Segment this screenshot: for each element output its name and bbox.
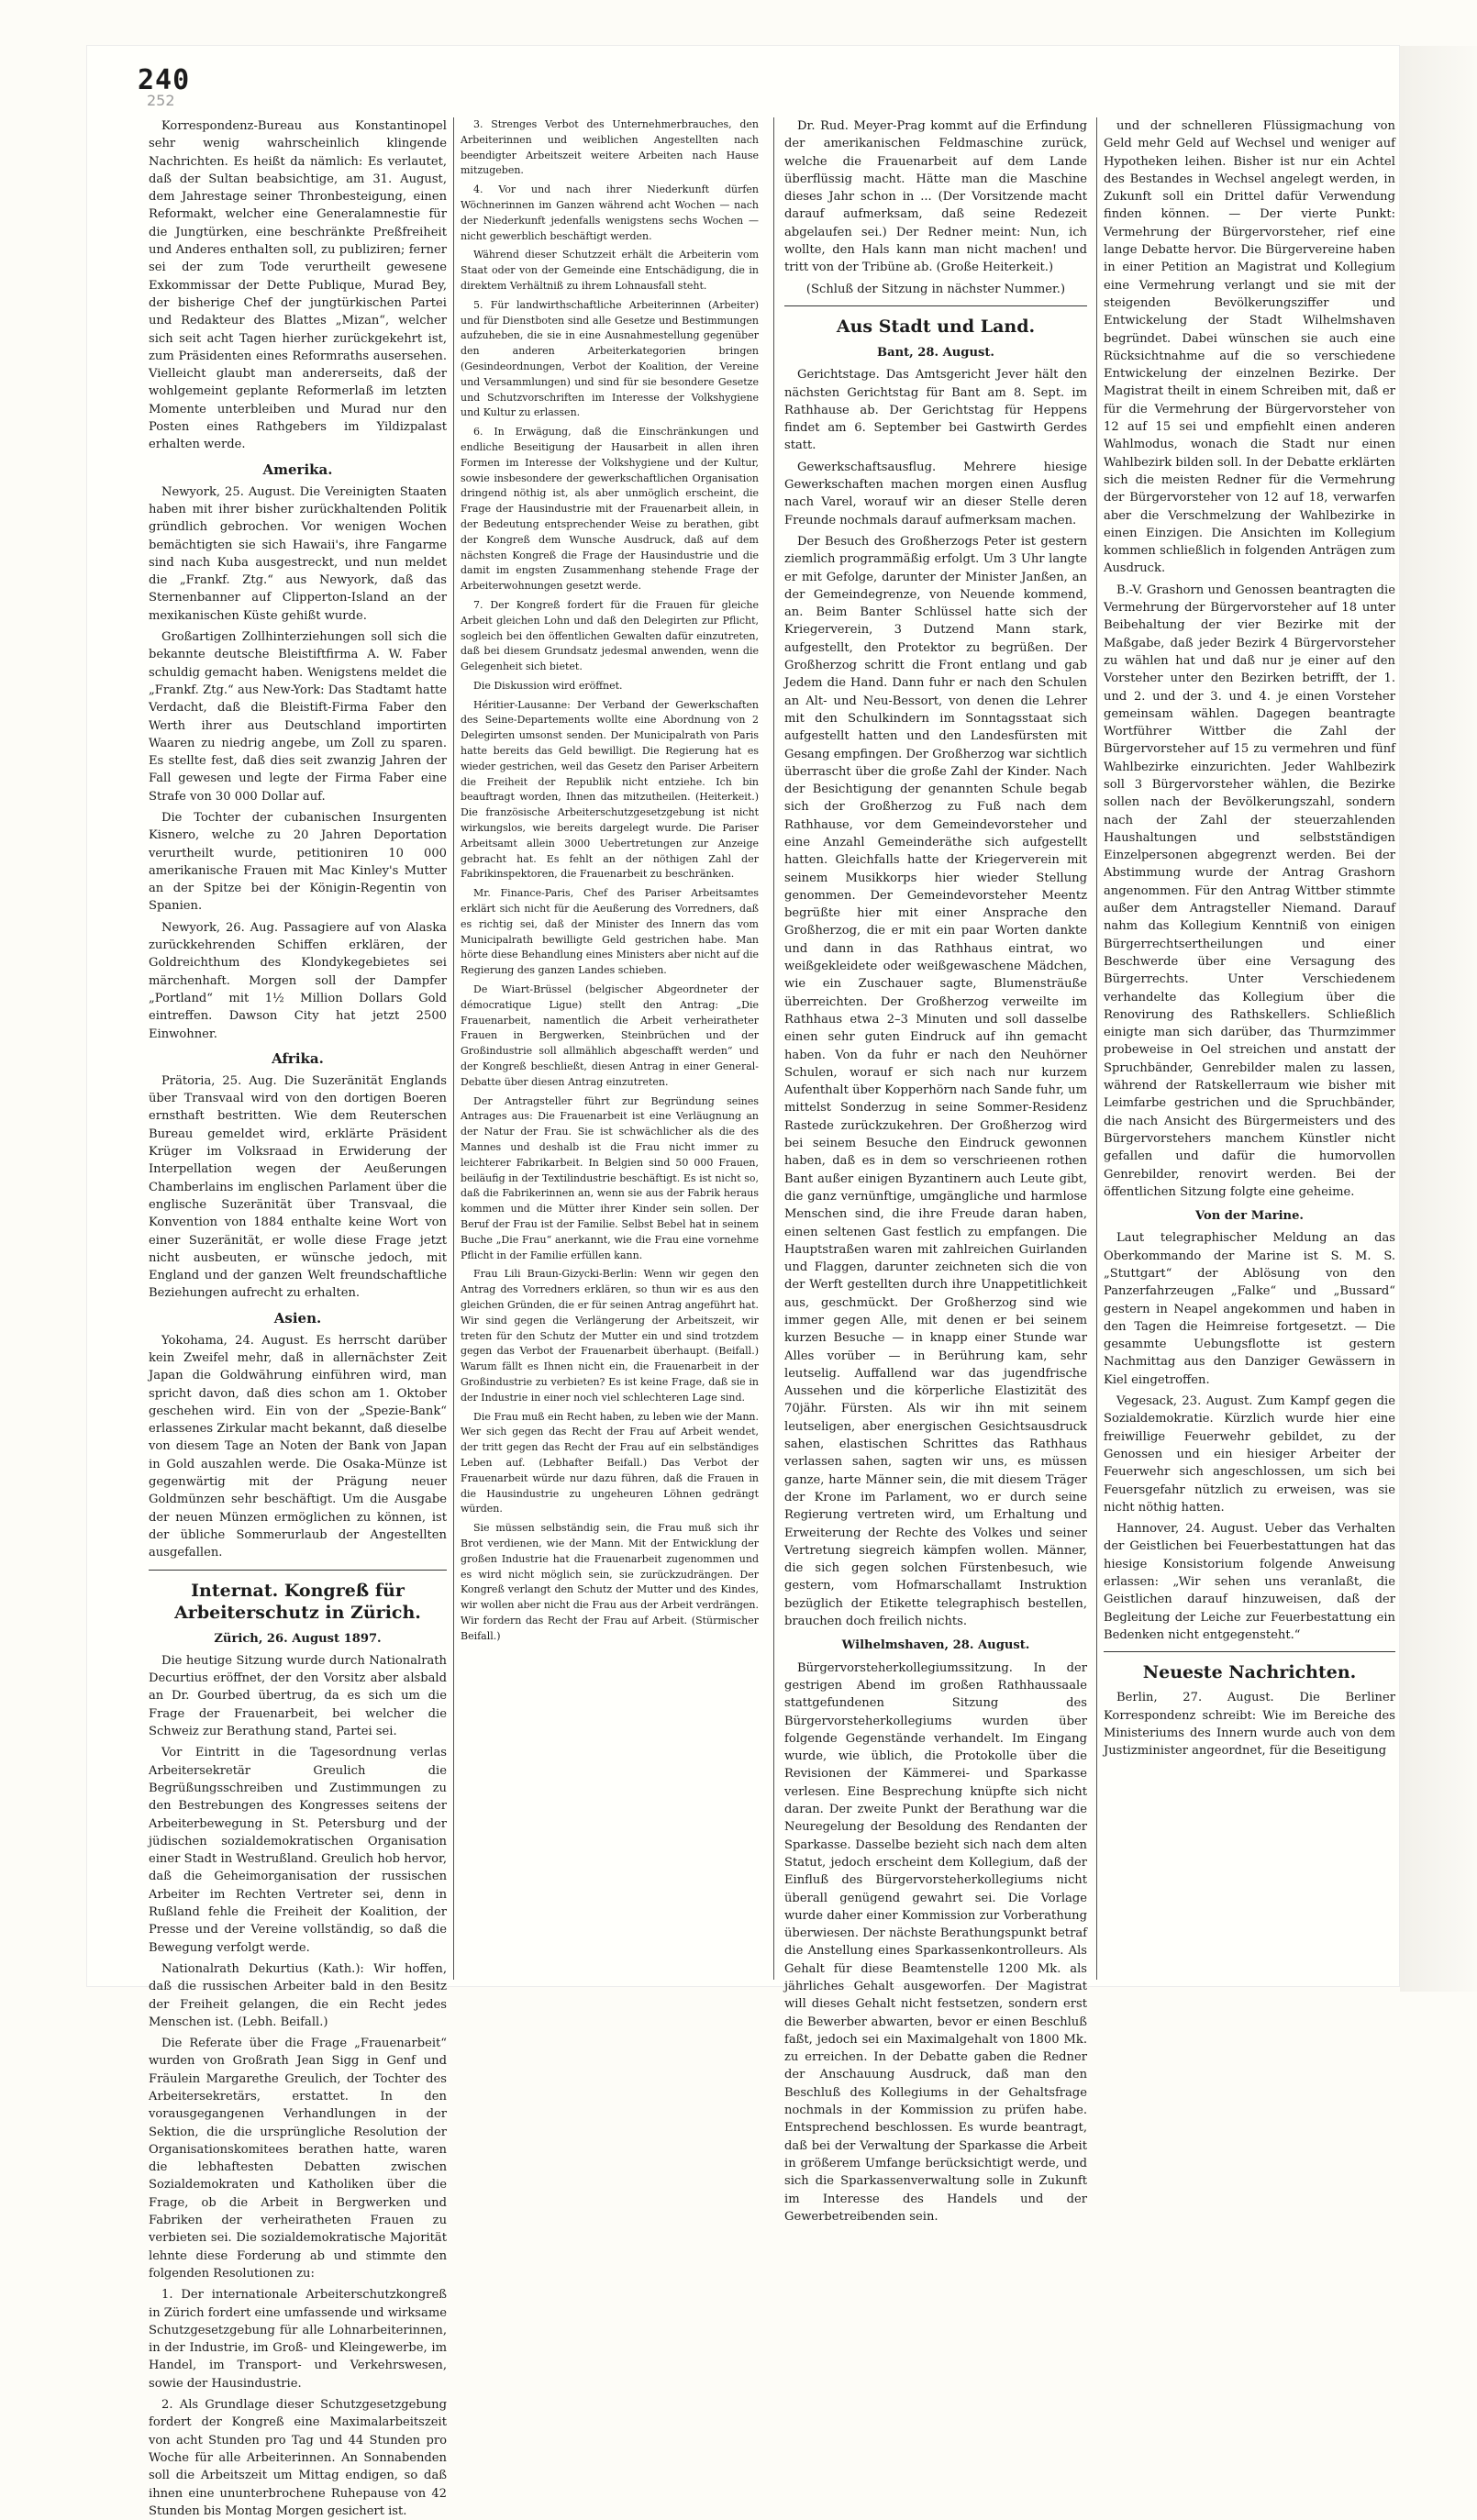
article-paragraph: Mr. Finance-Paris, Chef des Pariser Arbeitsamtes erklärt sich nicht für die Aeußerung des Vorredners, daß es richtig sei, daß der Minister des Innern das vom Municipalrath bewilligte Geld gestrichen habe. Man hörte diese Behandlung eines Ministers aber nicht auf die Regierung des ganzen Landes schieben. — [461, 887, 759, 977]
article-paragraph: Vor Eintritt in die Tagesordnung verlas Arbeitersekretär Greulich die Begrüßungsschreiben und Zustimmungen zu den Bestrebungen des Kongresses seitens der Arbeiterbewegung in St. Petersburg und der jüdischen sozialdemokratischen Organisation einer Stadt in Westrußland. Greulich hob hervor, daß die Geheimorganisation der russischen Arbeiter im Rechten Vertreter sei, denn in Rußland fehle die Freiheit der Koalition, der Presse und der Vereine vollständig, so daß die Bewegung verfolgt werde. — [149, 1746, 447, 1955]
section-heading-neueste-nachrichten: Neueste Nachrichten. — [1142, 1662, 1357, 1683]
article-paragraph: Während dieser Schutzzeit erhält die Arbeiterin vom Staat oder von der Gemeinde eine Entschädigung, die in direktem Verhältniß zu ihrem Lohnausfall steht. — [461, 249, 759, 292]
article-paragraph: Dr. Rud. Meyer-Prag kommt auf die Erfindung der amerikanischen Feldmaschine zurück, welche die Frauenarbeit auf dem Lande überflüssig macht. Hätte man die Maschine dieses Jahr schon in ... (Der Vorsitzende macht darauf aufmerksam, daß seine Redezeit abgelaufen sei.) Der Redner meint: Nun, ich wollte, den Hals kann man nicht machen! und tritt von der Tribüne ab. (Große Heiterkeit.) — [784, 119, 1087, 275]
article-paragraph: Bürgervorsteherkollegiumssitzung. In der gestrigen Abend im großen Rathhaussaale stattgefundenen Sitzung des Bürgervorsteherkollegiums wurden über folgende Gegenstände verhandelt. Im Eingang wurde, wie üblich, die Protokolle über die Revisionen der Kämmerei- und Sparkasse verlesen. Eine Besprechung knüpfte sich nicht daran. Der zweite Punkt der Berathung war die Neuregelung der Besoldung des Rendanten der Sparkasse. Dasselbe bezieht sich nach dem alten Statut, jedoch erscheint dem Kollegium, daß der Einfluß des Bürgervorsteherkollegiums nicht überall genügend gewahrt sei. Die Vorlage wurde daher einer Kommission zur Vorberathung überwiesen. Der nächste Berathungspunkt betraf die Anstellung eines Sparkassenkontrolleurs. Als Gehalt für diese Beamtenstelle 1200 Mk. als jährliches Gehalt ausgeworfen. Der Magistrat will dieses Gehalt nicht festsetzen, sondern erst die Bewerber abwarten, bevor er einen Beschluß faßt, jedoch sei ein Maximalgehalt von 1800 Mk. zu erreichen. In der Debatte gaben die Redner der Anschauung Ausdruck, daß man den Beschluß des Kollegiums in der Gehaltsfrage nochmals in der Kommission zu prüfen habe. Entsprechend beschlossen. Es wurde beantragt, daß bei der Verwaltung der Sparkasse die Arbeit in größerem Umfange berücksichtigt werde, und sich die Sparkassenverwaltung solle in Zukunft im Interesse des Handels und der Gewerbetreibenden sein. — [784, 1660, 1087, 2224]
article-paragraph: Der Antragsteller führt zur Begründung seines Antrages aus: Die Frauenarbeit ist eine Verläugnung an der Natur der Frau. Sie ist schwächlicher als die des Mannes und deshalb ist die Frau nicht immer zu leichterer Fabrikarbeit. In Belgien sind 50 000 Frauen, beiläufig in der Textilindustrie beschäftigt. Es ist nicht so, daß die Fabrikerinnen an, wenn sie aus der Fabrik heraus kommen und die Mütter ihrer Kinder sein sollen. Der Beruf der Frau ist der Familie. Selbst Bebel hat in seinem Buche „Die Frau“ anerkannt, wie die Frau eine vornehme Pflicht in der Familie erfüllen kann. — [461, 1094, 759, 1261]
section-divider — [784, 305, 1087, 306]
section-heading-asien: Asien. — [273, 1309, 322, 1327]
article-paragraph: 1. Der internationale Arbeiterschutzkongreß in Zürich fordert eine umfassende und wirksame Schutzgesetzgebung für alle Lohnarbeiterinnen, in der Industrie, im Groß- und Kleingewerbe, im Handel, im Transport- und Verkehrswesen, sowie der Hausindustrie. — [149, 2288, 447, 2391]
article-paragraph: Gerichtstage. Das Amtsgericht Jever hält den nächsten Gerichtstag für Bant am 8. Sept. im Rathhause ab. Der Gerichtstag für Heppens findet am 6. September bei Gastwirth Gerdes statt. — [784, 368, 1087, 453]
article-paragraph: Die Referate über die Frage „Frauenarbeit“ wurden von Großrath Jean Sigg in Genf und Fräulein Margarethe Greulich, der Tochter des Arbeitersekretärs, erstattet. In den vorausgegangenen Verhandlungen in der Sektion, die die ursprüngliche Resolution der Organisationskomitees berathen hatte, waren die lebhaftesten Debatten zwischen Sozialdemokraten und Katholiken über die Frage, ob die Arbeit in Bergwerken und Fabriken der verheiratheten Frauen zu verbieten sei. Die sozialdemokratische Majorität lehnte diese Forderung ab und stimmte den folgenden Resolutionen zu: — [149, 2037, 447, 2281]
article-paragraph: Die heutige Sitzung wurde durch Nationalrath Decurtius eröffnet, der den Vorsitz aber alsbald an Dr. Gourbed übertrug, da es sich um die Frage der Frauenarbeit, bei welcher die Schweiz zur Berathung stand, Partei sei. — [149, 1653, 447, 1739]
article-paragraph: Die Frau muß ein Recht haben, zu leben wie der Mann. Wer sich gegen das Recht der Frau auf Arbeit wendet, der tritt gegen das Recht der Frau auf ein selbständiges Leben auf. (Lebhafter Beifall.) Das Verbot der Frauenarbeit würde nur dazu führen, daß die Frauen in die Hausindustrie zu ungeheuren Löhnen gedrängt würden. — [461, 1410, 759, 1515]
article-paragraph: Laut telegraphischer Meldung an das Oberkommando der Marine ist S. M. S. „Stuttgart“ der Ablösung von den Panzerfahrzeugen „Falke“ und „Bussard“ gestern in Neapel angekommen und haben in den Tagen die Heimreise fortgesetzt. — Die gesammte Uebungsflotte ist gestern Nachmittag aus den Danziger Gewässern in Kiel eingetroffen. — [1104, 1231, 1395, 1387]
article-paragraph: Prätoria, 25. Aug. Die Suzeränität Englands über Transvaal wird von den dortigen Boeren ernsthaft bestritten. Wie dem Reuterschen Bureau gemeldet wird, erklärte Präsident Krüger im Volksraad in Erwiderung der Interpellation wegen der Aeußerungen Chamberlains im englischen Parlament über die englische Suzeränität über Transvaal, die Konvention von 1884 enthalte keine Wort von einer Suzeränität, er wolle diese Frage jetzt nicht ausbeuten, er wünsche jedoch, mit England und der ganzen Welt freundschaftliche Beziehungen aufrecht zu erhalten. — [149, 1073, 447, 1301]
article-paragraph: Der Besuch des Großherzogs Peter ist gestern ziemlich programmäßig erfolgt. Um 3 Uhr langte er mit Gefolge, darunter der Minister Janßen, an der Gemeindegrenze, von Neuende kommend, an. Beim Banter Schlüssel hatte sich der Kriegerverein, 3 Dutzend Mann stark, aufgestellt, den Protektor zu begrüßen. Der Großherzog schritt die Front entlang und gab Jedem die Hand. Dann fuhr er nach den Schulen an Alt- und Neu-Bessort, von denen die Lehrer mit den Schulkindern im Sonntagsstaat sich aufgestellt hatten und den Landesfürsten mit Gesang empfingen. Der Großherzog war sichtlich überrascht über die große Zahl der Kinder. Nach der Besichtigung der genannten Schule begab sich der Großherzog zu Fuß nach dem Rathhause, vor dem Gemeindevorsteher und eine Anzahl Gemeinderäthe sich aufgestellt hatten. Gleichfalls hatte der Kriegerverein mit seinem Musikkorps hier wieder Stellung genommen. Der Gemeindevorsteher Meentz begrüßte hier mit einer Ansprache den Großherzog, die er mit ein paar Worten dankte und dann in das Rathhaus eintrat, wo weißgekleidete oder weißgewaschene Mädchen, wie ein Zuschauer sagte, Blumensträuße überreichten. Der Großherzog verweilte im Rathhaus etwa 2–3 Minuten und soll dasselbe einen sehr guten Eindruck auf ihn gemacht haben. Von da fuhr er nach den Neuhörner Schulen, worauf er sich nach nur kurzem Aufenthalt über Kopperhörn nach Sande fuhr, um mittelst Sonderzug in seine Sommer-Residenz Rastede zurückzukehren. Der Großherzog wird bei seinem Besuche den Eindruck gewonnen haben, daß es in dem so verschrieenen rothen Bant außer einigen Byzantinern auch Leute gibt, die ganz vernünftige, umgängliche und harmlose Menschen sind, die ihre Freude daran haben, einen seltenen Gast festlich zu empfangen. Die Hauptstraßen waren mit zahlreichen Guirlanden und Flaggen, darunter zeichneten sich die von der Werft gestellten durch ihre Unappetitlichkeit aus, geschmückt. Der Großherzog sind wie immer gegen Alle, mit denen er bei seinem kurzen Besuche — in knapp einer Stunde war Alles vorüber — in Berührung kam, sehr leutselig. Auffallend war das jugendfrische Aussehen und die körperliche Elastizität des 70jähr. Fürsten. Als wir ihn mit seinem leutseligen, aber energischen Gesichtsausdruck sahen, elastischen Schrittes das Rathhaus verlassen sahen, sagten wir uns, es müssen ganze, harte Männer sein, die mit diesem Träger der Krone im Parlament, wo er durch seine Regierung vertreten wird, um Erhaltung und Erweiterung der Rechte des Volkes und seiner Vertretung siegreich kämpfen wollen. Männer, die sich gegen solchen Fürstenbesuch, wie gestern, vom Hofmarschallamt Instruktion bezüglich der Etikette telegraphisch bestellen, brauchen doch freilich nichts. — [784, 534, 1087, 1629]
article-paragraph: Sie müssen selbständig sein, die Frau muß sich ihr Brot verdienen, wie der Mann. Mit der Entwicklung der großen Industrie hat die Frauenarbeit zugenommen und es wird nicht möglich sein, sie zurückzudrängen. Der Kongreß verlangt den Schutz der Mutter und des Kindes, wir wollen aber nicht die Frau aus der Arbeit verdrängen. Wir fordern das Recht der Frau auf Arbeit. (Stürmischer Beifall.) — [461, 1522, 759, 1642]
article-paragraph: Yokohama, 24. August. Es herrscht darüber kein Zweifel mehr, daß in allernächster Zeit Japan die Goldwährung einführen wird, man spricht davon, daß dies schon am 1. Oktober geschehen wird. Ein von der „Spezie-Bank“ erlassenes Zirkular macht bekannt, daß dieselbe von diesem Tage an Noten der Bank von Japan in Gold auszahlen werde. Die Osaka-Münze ist gegenwärtig mit der Prägung neuer Goldmünzen sehr beschäftigt. Um die Ausgabe der neuen Münzen ermöglichen zu können, ist der übliche Sommerurlaub der Angestellten ausgefallen. — [149, 1333, 447, 1560]
article-paragraph: 6. In Erwägung, daß die Einschränkungen und endliche Beseitigung der Hausarbeit in allen ihren Formen im Interesse der Volkshygiene und der Kultur, sowie insbesondere der gewerkschaftlichen Organisation dringend nöthig ist, als aber unmöglich erscheint, die Frage der Hausindustrie mit der Frauenarbeit allein, in der Bedeutung entsprechender Weise zu berathen, gibt der Kongreß dem Wunsche Ausdruck, daß auf dem nächsten Kongreß die Frage der Hausindustrie und die damit im engsten Zusammenhang stehende Frage der Arbeiterwohnungen gesetzt werde. — [461, 426, 759, 593]
column-2 — [461, 117, 759, 1989]
section-heading-amerika: Amerika. — [262, 461, 333, 478]
article-paragraph: Héritier-Lausanne: Der Verband der Gewerkschaften des Seine-Departements wollte eine Abordnung von 2 Delegirten umsonst senden. Der Municipalrath von Paris hatte bereits das Geld bewilligt. Die Regierung hat es wieder gestrichen, weil das Gesetz den Pariser Arbeitern die Freiheit der Republik nicht entziehe. Ich bin beauftragt worden, Ihnen das mitzutheilen. (Heiterkeit.) Die französische Arbeiterschutzgesetzgebung ist nicht wirkungslos, wie bereits dargelegt wurde. Die Pariser Arbeitsamt allein 3000 Uebertretungen zur Anzeige gebracht hat. Es fehlt an der nöthigen Zahl der Fabrikinspektoren, die Frauenarbeit zu beschränken. — [461, 698, 759, 881]
column-1 — [149, 117, 447, 2518]
page-stamp: 252 — [147, 92, 175, 109]
article-paragraph: und der schnelleren Flüssigmachung von Geld mehr Geld auf Wechsel und weniger auf Hypotheken leihen. Bisher ist nur ein Achtel des Bestandes in Wechsel angelegt werden, in Zukunft soll ein Drittel dafür Verwendung finden können. — Der vierte Punkt: Vermehrung der Bürgervorsteher, rief eine lange Debatte hervor. Die Bürgervereine haben in einer Petition an Magistrat und Kollegium eine Vermehrung verlangt und sie mit der steigenden Bevölkerungsziffer und Entwickelung der Stadt Wilhelmshaven begründet. Dabei wünschen sie auch eine Rücksichtnahme auf die so verschiedene Entwickelung der einzelnen Bezirke. Der Magistrat theilt in einem Schreiben mit, daß er für die Vermehrung der Bürgervorsteher von 12 auf 15 sei und empfiehlt einen anderen Wahlmodus, wonach die Stadt nur einen Wahlbezirk bilden soll. In der Debatte erklärten sich die meisten Redner für die Vermehrung der Bürgervorsteher von 12 auf 18, verwarfen aber die Verschmelzung der Wahlbezirke in einen Einzigen. Die Ansichten im Kollegium kommen schließlich in folgenden Anträgen zum Ausdruck. — [1104, 119, 1395, 576]
section-heading-marine: Von der Marine. — [1195, 1209, 1304, 1224]
article-paragraph: (Schluß der Sitzung in nächster Nummer.) — [805, 282, 1066, 296]
article-paragraph: Hannover, 24. August. Ueber das Verhalten der Geistlichen bei Feuerbestattungen hat das hiesige Konsistorium folgende Anweisung erlassen: „Wir sehen uns veranlaßt, die Geistlichen darauf hinzuweisen, daß der Begleitung der Leiche zur Feuerbestattung ein Bedenken nicht entgegensteht.“ — [1104, 1522, 1395, 1642]
article-paragraph: Newyork, 26. Aug. Passagiere auf von Alaska zurückkehrenden Schiffen erklären, der Goldreichthum des Klondykegebietes sei märchenhaft. Morgen soll der Dampfer „Portland“ mit 1½ Million Dollars Gold eintreffen. Dawson City hat jetzt 2500 Einwohner. — [149, 920, 447, 1041]
column-rule — [773, 117, 774, 1980]
article-paragraph: 3. Strenges Verbot des Unternehmerbrauches, den Arbeiterinnen und weiblichen Angestellten nach beendigter Arbeitszeit weitere Arbeiten nach Hause mitzugeben. — [461, 118, 759, 177]
article-paragraph: Korrespondenz-Bureau aus Konstantinopel sehr wenig wahrscheinlich klingende Nachrichten. Es heißt da nämlich: Es verlautet, daß der Sultan beabsichtige, am 31. August, dem Jahrestage seiner Thronbesteigung, einen Reformakt, welcher eine Generalamnestie für die Jungtürken, eine beschränkte Preßfreiheit und Anderes enthalten soll, zu publiziren; ferner sei der zum Tode verurtheilt gewesene Exkommissar der Dette Publique, Murad Bey, der bisherige Chef der jungtürkischen Partei und Redakteur des Blattes „Mizan“, welcher sich seit acht Tagen hierher zurückgekehrt ist, zum Präsidenten eines Reformraths ausersehen. Vielleicht glaubt man andererseits, daß der wohlgemeint geplante Reformerlaß im letzten Momente unterbleiben und Murad nur den Posten eines Rathgebers im Yildizpalast erhalten werde. — [149, 119, 447, 452]
article-paragraph: Nationalrath Dekurtius (Kath.): Wir hoffen, daß die russischen Arbeiter bald in den Besitz der Freiheit gelangen, die ein Recht jedes Menschen ist. (Lebh. Beifall.) — [149, 1961, 447, 2029]
section-divider — [149, 1570, 447, 1571]
article-paragraph: 5. Für landwirthschaftliche Arbeiterinnen (Arbeiter) und für Dienstboten sind alle Gesetze und Bestimmungen aufzuheben, die sie in eine Ausnahmestellung gegenüber den anderen Arbeiterkategorien bringen (Gesindeordnungen, Verbot der Koalition, der Vereine und Versammlungen) und sind für sie besondere Gesetze und Schutzvorschriften im Interesse der Volkshygiene und Kultur zu erlassen. — [461, 298, 759, 419]
column-rule — [453, 117, 454, 1980]
article-paragraph: Gewerkschaftsausflug. Mehrere hiesige Gewerkschaften machen morgen einen Ausflug nach Varel, worauf wir an dieser Stelle deren Freunde nochmals darauf aufmerksam machen. — [784, 460, 1087, 527]
column-4 — [1104, 117, 1395, 1989]
article-paragraph: De Wiart-Brüssel (belgischer Abgeordneter der démocratique Ligue) stellt den Antrag: „Die Frauenarbeit, namentlich die Arbeit verheiratheter Frauen in Bergwerken, Steinbrüchen und der Großindustrie soll allmählich abgeschafft werden“ und der Kongreß beschließt, diesen Antrag in einer General-Debatte über diesen Antrag einzutreten. — [461, 983, 759, 1088]
section-heading-stadt-und-land: Aus Stadt und Land. — [836, 316, 1036, 337]
page-edge-shadow — [1400, 46, 1477, 1992]
section-heading-afrika: Afrika. — [272, 1049, 324, 1067]
page-number: 240 — [138, 64, 191, 96]
article-paragraph: B.-V. Grashorn und Genossen beantragten die Vermehrung der Bürgervorsteher auf 18 unter Beibehaltung der vier Bezirke mit der Maßgabe, daß jeder Bezirk 4 Bürgervorsteher zu wählen hat und daß nur je einer auf den Vorsteher unter den Bezirken betrifft, der 1. und 2. und der 3. und 4. je einen Vorsteher gemeinsam wählen. Dagegen beantragte Wortführer Wittber die Zahl der Bürgervorsteher auf 15 zu vermehren und fünf Wahlbezirke einzurichten. Jeder Wahlbezirk soll 3 Bürgervorsteher wählen, die Bezirke sollen nach der Bevölkerungszahl, sondern nach der Zahl der steuerzahlenden Haushaltungen und selbstständigen Einzelpersonen abgegrenzt werden. Bei der Abstimmung wurde der Antrag Grashorn angenommen. Für den Antrag Wittber stimmte außer dem Antragsteller Niemand. Darauf nahm das Kollegium Kenntniß von einigen Bürgerrechtsertheilungen und einer Beschwerde über eine Versagung des Bürgerrechts. Unter Verschiedenem verhandelte das Kollegium über die Renovirung des Rathskellers. Schließlich einigte man sich darüber, das Thurmzimmer probeweise in Oel streichen und anstatt der Spruchbänder, Genrebilder malen zu lassen, während der Ratskellerraum wie bisher mit Leimfarbe gestrichen und die Spruchbänder, die nach Ansicht des Bürgermeisters und des Bürgervorstehers manchem Künstler nicht gefallen und dafür die humorvollen Genrebilder, renovirt werden. Bei der öffentlichen Sitzung folgte eine geheime. — [1104, 583, 1395, 1199]
dateline: Wilhelmshaven, 28. August. — [841, 1638, 1030, 1653]
article-paragraph: Großartigen Zollhinterziehungen soll sich die bekannte deutsche Bleistiftfirma A. W. Faber schuldig gemacht haben. Wenigstens meldet die „Frankf. Ztg.“ aus New-York: Das Stadtamt hatte Verdacht, daß die Bleistift-Firma Faber den Werth ihrer aus Deutschland importirten Waaren zu niedrig angebe, um Zoll zu sparen. Es stellte fest, daß dies seit zwanzig Jahren der Fall gewesen und legte der Firma Faber eine Strafe von 30 000 Dollar auf. — [149, 630, 447, 804]
dateline: Zürich, 26. August 1897. — [214, 1631, 382, 1646]
article-paragraph: 7. Der Kongreß fordert für die Frauen für gleiche Arbeit gleichen Lohn und daß den Delegirten zur Pflicht, sogleich bei den öffentlichen Gewalten dafür einzutreten, daß bei diesem Grundsatz jedesmal anwenden, wenn die Gelegenheit sich bietet. — [461, 598, 759, 673]
article-paragraph: Die Diskussion wird eröffnet. — [473, 679, 623, 692]
article-paragraph: 2. Als Grundlage dieser Schutzgesetzgebung fordert der Kongreß eine Maximalarbeitszeit von acht Stunden pro Tag und 44 Stunden pro Woche für alle Arbeiterinnen. An Sonnabenden soll die Arbeitszeit um Mittag endigen, so daß ihnen eine ununterbrochene Ruhepause von 42 Stunden bis Montag Morgen gesichert ist. — [149, 2398, 447, 2518]
article-paragraph: Vegesack, 23. August. Zum Kampf gegen die Sozialdemokratie. Kürzlich wurde hier eine freiwillige Feuerwehr gebildet, zu der Genossen und ein hiesiger Arbeiter der Feuerwehr sich angeschlossen, um sich bei Feuersgefahr nützlich zu erweisen, was sie nicht nöthig hatten. — [1104, 1394, 1395, 1515]
article-paragraph: Newyork, 25. August. Die Vereinigten Staaten haben mit ihrer bisher zurückhaltenden Politik gründlich gebrochen. Vor wenigen Wochen bemächtigten sie sich Hawaii's, ihre Fangarme sind nach Kuba ausgestreckt, und nun meldet die „Frankf. Ztg.“ aus Newyork, daß das Sternenbanner auf Clipperton-Island an der mexikanischen Küste gehißt wurde. — [149, 484, 447, 623]
dateline: Bant, 28. August. — [877, 345, 994, 360]
section-divider — [1104, 1651, 1395, 1652]
section-heading-kongress: Internat. Kongreß für Arbeiterschutz in Zürich. — [174, 1580, 421, 1623]
article-paragraph: Die Tochter der cubanischen Insurgenten Kisnero, welche zu 20 Jahren Deportation verurtheilt wurde, petitioniren 10 000 amerikanische Frauen mit Mac Kinley's Mutter an der Spitze bei der Königin-Regentin von Spanien. — [149, 810, 447, 914]
article-paragraph: Berlin, 27. August. Die Berliner Korrespondenz schreibt: Wie im Bereiche des Ministeriums des Innern wurde auch von dem Justizminister angeordnet, für die Beseitigung — [1104, 1691, 1395, 1759]
article-paragraph: 4. Vor und nach ihrer Niederkunft dürfen Wöchnerinnen im Ganzen während acht Wochen — nach der Niederkunft jedenfalls wenigstens sechs Wochen — nicht gewerblich beschäftigt werden. — [461, 183, 759, 242]
article-paragraph: Frau Lili Braun-Gizycki-Berlin: Wenn wir gegen den Antrag des Vorredners erklären, so thun wir es aus den gleichen Gründen, die er für seinen Antrag angeführt hat. Wir sind gegen die Verlängerung der Arbeitszeit, wir treten für den Schutz der Mutter ein und sind trotzdem gegen das Verbot der Frauenarbeit überhaupt. (Beifall.) Warum fällt es Ihnen nicht ein, die Frauenarbeit in der Großindustrie zu verbieten? Es ist keine Frage, daß sie in der Industrie in einer noch viel schlechteren Lage sind. — [461, 1268, 759, 1404]
column-3 — [784, 117, 1087, 2224]
column-rule — [1096, 117, 1097, 1980]
